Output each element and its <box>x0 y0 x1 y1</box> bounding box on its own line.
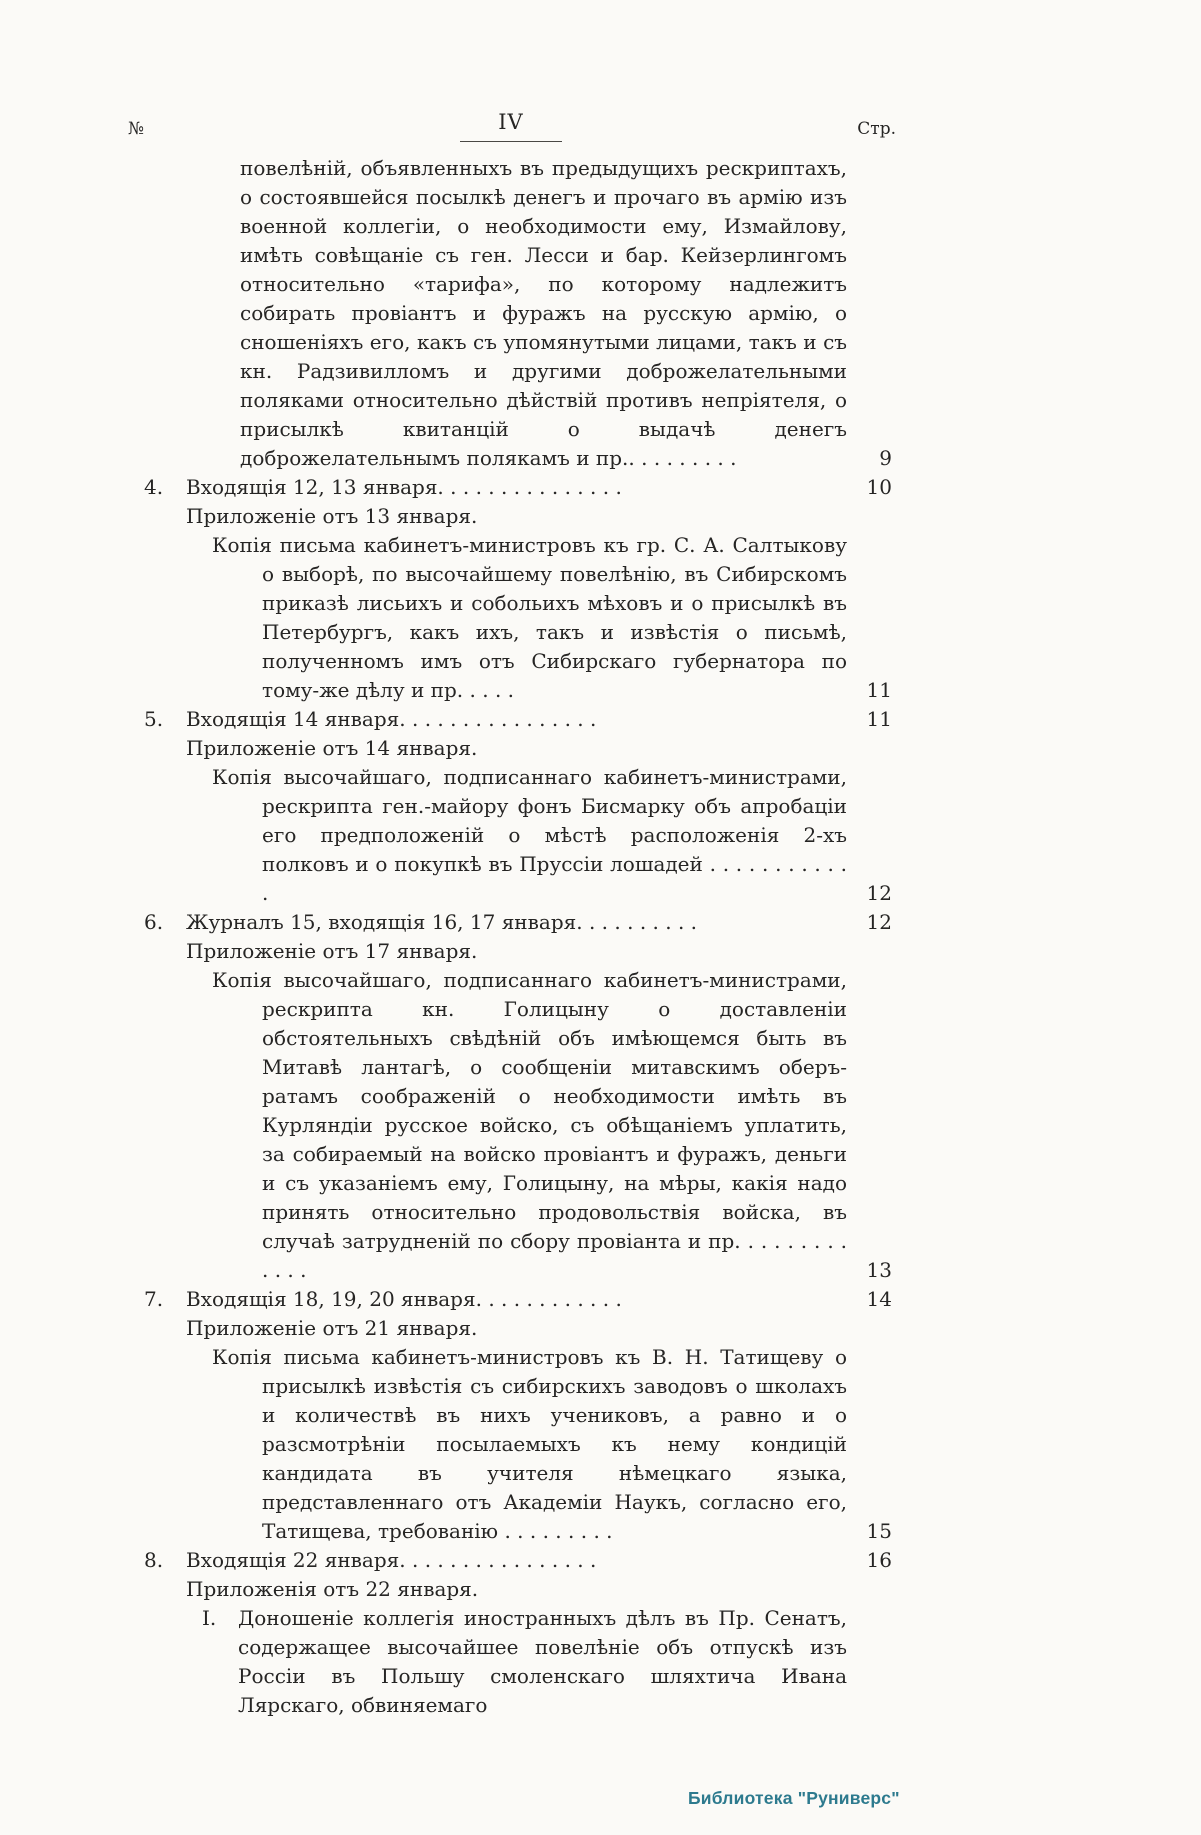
entry-text: Журналъ 15, входящія 16, 17 января. . . . . . . . . . <box>186 910 698 934</box>
entry-page-number: 16 <box>866 1548 892 1572</box>
toc-note <box>130 937 892 966</box>
entry-number: I. <box>202 1606 217 1630</box>
entry-text: Входящія 22 января. . . . . . . . . . . . . . . . <box>186 1548 597 1572</box>
toc-subitem <box>130 1604 892 1720</box>
entry-text: Копія высочайшаго, подписаннаго кабинетъ-министрами, рескрипта ген.-майору фонъ Бисмарку объ апробаціи его предположеній о мѣстѣ расположенія 2-хъ полковъ и о покупкѣ въ Пруссіи лошадей . . . . . . . . . . . . <box>212 765 847 905</box>
entry-page-number: 9 <box>879 446 892 470</box>
toc-note <box>130 502 892 531</box>
toc-note <box>130 1575 892 1604</box>
entry-number: 8. <box>144 1548 164 1572</box>
page-column-label: Стр. <box>857 119 896 139</box>
library-watermark: Библиотека "Руниверс" <box>688 1788 900 1808</box>
toc <box>130 154 892 1720</box>
entry-page-number: 11 <box>866 707 892 731</box>
entry-page-number: 10 <box>866 475 892 499</box>
entry-number: 6. <box>144 910 164 934</box>
entry-number: 5. <box>144 707 164 731</box>
page-content <box>128 108 896 1720</box>
entry-page-number: 13 <box>866 1258 892 1282</box>
entry-page-number: 14 <box>866 1287 892 1311</box>
entry-text: Входящія 14 января. . . . . . . . . . . . . . . . <box>186 707 597 731</box>
entry-number: 4. <box>144 475 164 499</box>
toc-entry <box>130 1546 892 1575</box>
toc-item <box>130 1343 892 1546</box>
toc-item <box>130 966 892 1285</box>
entry-text: повелѣній, объявленныхъ въ предыдущихъ рескриптахъ, о состоявшейся посылкѣ денегъ и прочаго въ армію изъ военной коллегіи, о необходимости ему, Измайлову, имѣть совѣщаніе съ ген. Лесси и бар. Кейзерлингомъ относительно «тарифа», по которому надлежитъ собирать провіантъ и фуражъ на русскую армію, о сношеніяхъ его, какъ съ упомянутыми лицами, такъ и съ кн. Радзивилломъ и другими доброжелательными поляками относительно дѣйствій противъ непріятеля, о присылкѣ квитанцій о выдачѣ денегъ доброжелательнымъ полякамъ и пр.. . . . . . . . . <box>240 156 847 470</box>
entry-number: 7. <box>144 1287 164 1311</box>
toc-note <box>130 734 892 763</box>
entry-text: Доношеніе коллегія иностранныхъ дѣлъ въ Пр. Сенатъ, содержащее высочайшее повелѣніе объ отпускѣ изъ Россіи въ Польшу смоленскаго шляхтича Ивана Лярскаго, обвиняемаго <box>238 1606 847 1717</box>
entry-text: Приложеніе отъ 17 января. <box>186 939 478 963</box>
page-folio: IV <box>460 108 561 142</box>
entry-text: Приложеніе отъ 21 января. <box>186 1316 478 1340</box>
toc-note <box>130 1314 892 1343</box>
toc-item <box>130 531 892 705</box>
toc-item <box>130 763 892 908</box>
entry-text: Приложенія отъ 22 января. <box>186 1577 479 1601</box>
entry-page-number: 11 <box>866 678 892 702</box>
entry-text: Входящія 12, 13 января. . . . . . . . . . . . . . . <box>186 475 622 499</box>
toc-entry <box>130 705 892 734</box>
number-column-label: № <box>128 119 145 139</box>
entry-text: Копія письма кабинетъ-министровъ къ гр. С. А. Салтыкову о выборѣ, по высочайшему повелѣнію, въ Сибирскомъ приказѣ лисьихъ и собольихъ мѣховъ и о присылкѣ въ Петербургъ, какъ ихъ, такъ и извѣстія о письмѣ, полученномъ имъ отъ Сибирскаго губернатора по тому-же дѣлу и пр. . . . . <box>212 533 847 702</box>
toc-para <box>130 154 892 473</box>
toc-entry <box>130 1285 892 1314</box>
entry-text: Входящія 18, 19, 20 января. . . . . . . . . . . . <box>186 1287 622 1311</box>
entry-text: Приложеніе отъ 14 января. <box>186 736 478 760</box>
toc-entry <box>130 908 892 937</box>
entry-text: Копія письма кабинетъ-министровъ къ В. Н. Татищеву о присылкѣ извѣстія съ сибирскихъ заводовъ о школахъ и количествѣ въ нихъ учениковъ, а равно и о разсмотрѣніи посылаемыхъ къ нему кондицій кандидата въ учителя нѣмецкаго языка, представленнаго отъ Академіи Наукъ, согласно его, Татищева, требованію . . . . . . . . . <box>212 1345 847 1543</box>
entry-text: Приложеніе отъ 13 января. <box>186 504 478 528</box>
entry-page-number: 12 <box>866 881 892 905</box>
entry-page-number: 12 <box>866 910 892 934</box>
entry-page-number: 15 <box>866 1519 892 1543</box>
toc-entry <box>130 473 892 502</box>
entry-text: Копія высочайшаго, подписаннаго кабинетъ-министрами, рескрипта кн. Голицыну о доставленіи обстоятельныхъ свѣдѣній объ имѣющемся быть въ Митавѣ лантагѣ, о сообщеніи митавскимъ оберъ-ратамъ соображеній о необходимости имѣть въ Курляндіи русское войско, съ обѣщаніемъ уплатить, за собираемый на войско провіантъ и фуражъ, деньги и съ указаніемъ ему, Голицыну, на мѣры, какія надо принять относительно продовольствія войска, въ случаѣ затрудненій по сбору провіанта и пр. . . . . . . . . . . . . <box>212 968 847 1282</box>
